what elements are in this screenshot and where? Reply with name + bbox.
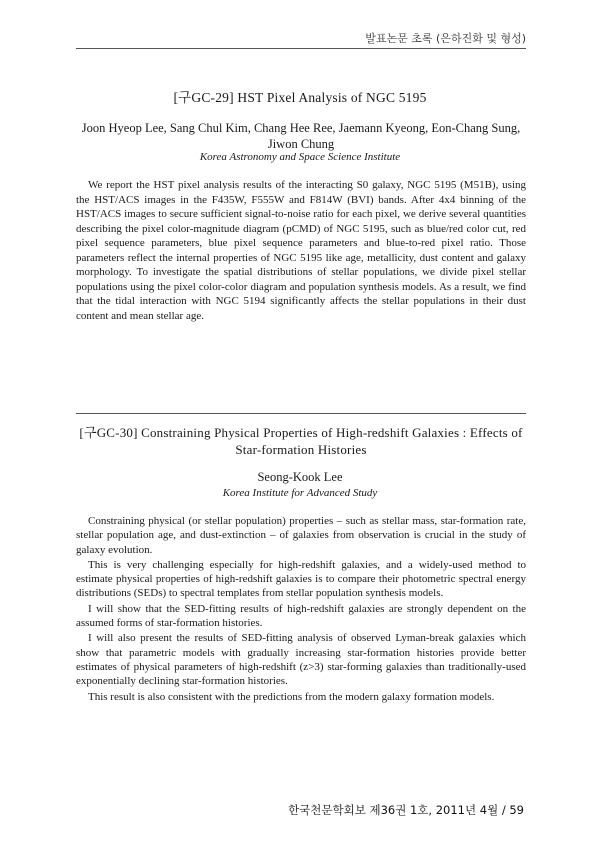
paper2-paragraph: I will also present the results of SED-fitting analysis of observed Lyman-break galaxies which show that parametric models with gradually increasing star-formation histories provide better estimates of physical parameters of high-redshift (z>3) star-forming galaxies than traditionally-used exponentially declining star-formation histories.	[76, 632, 526, 688]
paper2-authors: Seong-Kook Lee	[257, 470, 343, 484]
paper2-abstract	[76, 514, 526, 705]
paper2-paragraph: This result is also consistent with the predictions from the modern galaxy formation models.	[88, 690, 495, 703]
paper2-affiliation: Korea Institute for Advanced Study	[222, 487, 378, 499]
paper2-paragraph: This is very challenging especially for high-redshift galaxies, and a widely-used method to estimate physical properties of high-redshift galaxies is to compare their photometric spectral energy distributions (SEDs) to spectral templates from stellar population synthesis models.	[76, 558, 526, 600]
paper2-title: [구GC-30] Constraining Physical Properties of High-redshift Galaxies : Effects of Star-formation Histories	[79, 425, 523, 457]
paper1-authors: Joon Hyeop Lee, Sang Chul Kim, Chang Hee Ree, Jaemann Kyeong, Eon-Chang Sung, Jiwon Chung	[81, 121, 521, 151]
section-divider	[76, 413, 526, 414]
page-footer: 한국천문학회보 제36권 1호, 2011년 4월 / 59	[288, 803, 524, 817]
paper2-paragraph: I will show that the SED-fitting results of high-redshift galaxies are strongly dependent on the assumed forms of star-formation histories.	[76, 602, 526, 630]
paper2-paragraph: Constraining physical (or stellar population) properties – such as stellar mass, star-formation rate, stellar population age, and dust-extinction – of galaxies from observation is crucial in the study of galaxy evolution.	[76, 515, 526, 556]
paper1-abstract: We report the HST pixel analysis results of the interacting S0 galaxy, NGC 5195 (M51B), using the HST/ACS images in the F435W, F555W and F814W (BVI) bands. After 4x4 binning of the HST/ACS images to secure sufficient signal-to-noise ratio for each pixel, we derive several quantities describing the pixel color-magnitude diagram (pCMD) of NGC 5195, such as blue/red color cut, red pixel sequence parameters, blue pixel sequence parameters and blue-to-red pixel ratio. Those parameters reflect the internal properties of NGC 5195 like age, metallicity, dust content and galaxy morphology. To investigate the spatial distributions of stellar populations, we divide pixel stellar populations using the pixel color-color diagram and population synthesis models. As a result, we find that the tidal interaction with NGC 5194 significantly affects the stellar populations in their dust content and mean stellar age.	[76, 179, 526, 322]
header-divider	[76, 48, 526, 49]
paper1-title: [구GC-29] HST Pixel Analysis of NGC 5195	[173, 90, 427, 105]
running-header: 발표논문 초록 (은하진화 및 형성)	[365, 32, 526, 45]
paper1-affiliation: Korea Astronomy and Space Science Institute	[199, 151, 401, 163]
